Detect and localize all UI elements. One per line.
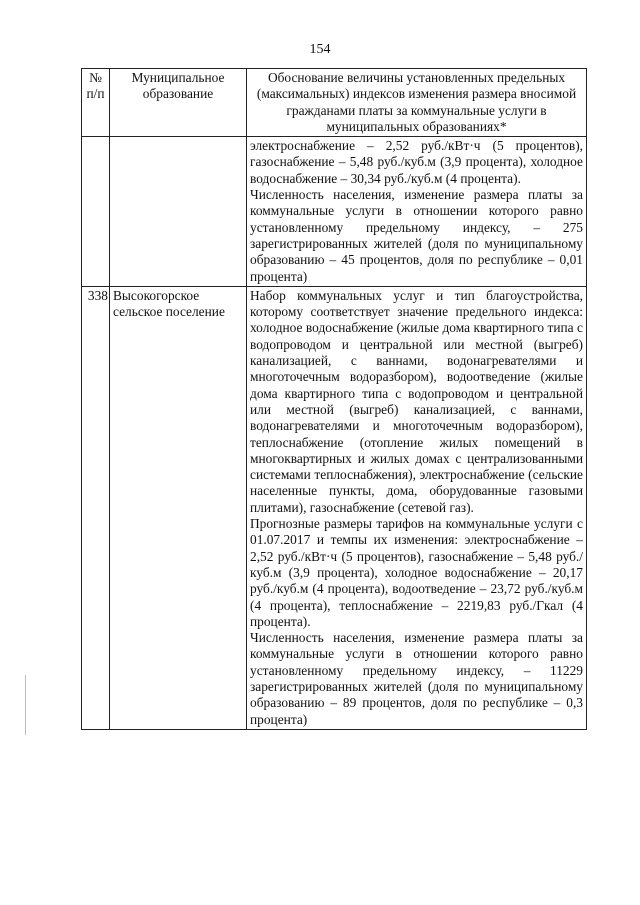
table-header-row — [82, 69, 587, 137]
justification-paragraph: электроснабжение – 2,52 руб./кВт·ч (5 процентов), газоснабжение – 5,48 руб./куб.м (3,9 процента), холодное водоснабжение – 30,34 руб./куб.м (4 процента). — [250, 138, 583, 186]
row-number: 338 — [82, 286, 110, 729]
justification-cell — [247, 286, 587, 729]
header-municipality: Муниципальное образование — [110, 69, 247, 137]
table-row — [82, 286, 587, 729]
header-row-number: № п/п — [82, 69, 110, 137]
tariff-justification-table — [81, 68, 587, 730]
justification-paragraph: Набор коммунальных услуг и тип благоустройства, которому соответствует значение предельного индекса: холодное водоснабжение (жилые дома квартирного типа с водопроводом и центральной или местной (выгреб) канализацией, с ваннами, водонагревателями и многоточечным водоразбором), водоотведение (жилые дома квартирного типа с водопроводом и центральной или местной (выгреб) канализацией, с ваннами, водонагревателями и многоточечным водоразбором), теплоснабжение (отопление жилых помещений в многоквартирных и жилых домах с централизованными системами теплоснабжения), электроснабжение (сельские населенные пункты, дома, оборудованные газовыми плитами), газоснабжение (сетевой газ). — [250, 287, 583, 515]
justification-paragraph: Численность населения, изменение размера платы за коммунальные услуги в отношении которого равно установленному предельному индексу, – 11229 зарегистрированных жителей (доля по муниципальному образованию – 89 процентов, доля по республике – 0,3 процента) — [250, 630, 583, 727]
header-justification: Обоснование величины установленных предельных (максимальных) индексов изменения размера вносимой гражданами платы за коммунальные услуги в муниципальных образованиях* — [247, 69, 587, 137]
justification-cell — [247, 137, 587, 287]
justification-paragraph: Численность населения, изменение размера платы за коммунальные услуги в отношении которого равно установленному предельному индексу, – 275 зарегистрированных жителей (доля по муниципальному образованию – 45 процентов, доля по республике – 0,01 процента) — [250, 187, 583, 284]
table-row — [82, 137, 587, 287]
justification-paragraph: Прогнозные размеры тарифов на коммунальные услуги с 01.07.2017 и темпы их изменения: электроснабжение – 2,52 руб./кВт·ч (5 процентов), газоснабжение – 5,48 руб./куб.м (3,9 процента), холодное водоснабжение – 20,17 руб./куб.м (4 процента), водоотведение – 23,72 руб./куб.м (4 процента), теплоснабжение – 2219,83 руб./Гкал (4 процента). — [250, 516, 583, 629]
municipality-name — [110, 137, 247, 287]
page-number: 154 — [309, 42, 331, 57]
municipality-name: Высокогорское сельское поселение — [110, 286, 247, 729]
scan-margin-mark — [25, 675, 26, 735]
row-number — [82, 137, 110, 287]
